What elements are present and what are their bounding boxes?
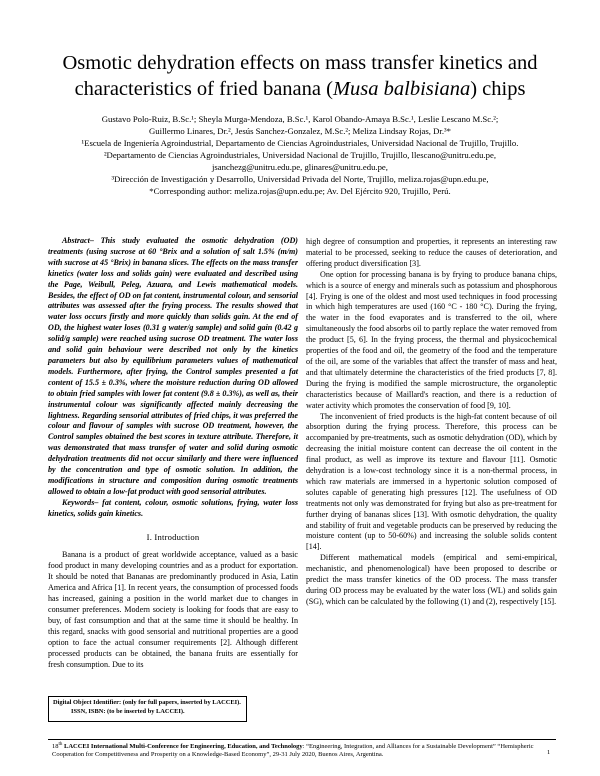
authors-line-2: Guillermo Linares, Dr.², Jesús Sanchez-Gonzalez, M.Sc.²; Meliza Lindsay Rojas, Dr.³* xyxy=(149,126,451,136)
keywords xyxy=(48,498,298,520)
corresponding-author: *Corresponding author: meliza.rojas@upn.edu.pe; Av. Del Ejército 920, Trujillo, Perú. xyxy=(149,186,451,196)
paper-title xyxy=(30,50,570,102)
right-paragraph-1: One option for processing banana is by frying to produce banana chips, which is a source of energy and minerals such as potassium and phosphorous [4]. Frying is one of the oldest and most used techniques in food processing in which high temperatures are used (160 °C - 180 °C). During the frying, the water in the food evaporates and is transferred to the oil, where simultaneously the food absorbs oil to partly replace the water removed from the product [5, 6]. In the frying process, the thermal and physicochemical properties of the food and oil, the geometry of the food and the temperature of the oil, are some of the variables that affect the transfer of mass and heat, and that ultimately determine the characteristics of the fried products [7, 8]. During the frying is modified the sample microstructure, the organoleptic characteristics because of Maillard's reaction, and there is a reduction of water activity which promotes the conservation of food [9, 10]. xyxy=(306,269,557,410)
right-column xyxy=(306,237,557,608)
conference-footer xyxy=(52,741,552,760)
right-paragraph-0: high degree of consumption and properties, it represents an interesting raw material to be processed, seeking to reduce the causes of deterioration, and offering product diversification [3]. xyxy=(306,237,557,268)
footer-conference-name: LACCEI International Multi-Conference for Engineering, Education, and Technology xyxy=(62,743,303,751)
affiliation-2b: jsanchezg@unitru.edu.pe, glinares@unitru.edu.pe, xyxy=(212,162,388,172)
title-species: Musa balbisiana xyxy=(332,78,471,100)
doi-box xyxy=(48,696,247,722)
title-line-2-pre: characteristics of fried banana ( xyxy=(74,78,333,100)
footer-divider xyxy=(48,739,556,740)
abstract xyxy=(48,236,298,498)
affiliation-3: ³Dirección de Investigación y Desarrollo, Universidad Privada del Norte, Trujillo, meliza.rojas@upn.edu.pe, xyxy=(111,174,489,184)
authors-line-1: Gustavo Polo-Ruiz, B.Sc.¹; Sheyla Murga-Mendoza, B.Sc.¹, Karol Obando-Amaya B.Sc.¹, Leslie Lescano M.Sc.²; xyxy=(101,114,499,124)
right-paragraph-3: Different mathematical models (empirical and semi-empirical, mechanistic, and phenomenological) have been proposed to describe or predict the mass transfer kinetics of the OD process. The mass transfer during OD process may be evaluated by the water loss (WL) and solids gain (SG), which can be calculated by the following (1) and (2), respectively [15]. xyxy=(306,553,557,606)
left-column xyxy=(48,236,298,670)
page-number: 1 xyxy=(547,749,551,756)
issn-line: ISSN, ISBN: (to be inserted by LACCEI). xyxy=(71,707,185,715)
title-line-2-post: ) chips xyxy=(470,78,526,100)
section-heading-introduction: I. Introduction xyxy=(146,531,200,542)
keywords-text: fat content, colour, osmotic solutions, frying, water loss kinetics, solids gain kinetics. xyxy=(48,497,298,518)
abstract-label: Abstract– xyxy=(62,236,94,245)
author-block xyxy=(30,113,570,197)
abstract-text: This study evaluated the osmotic dehydration (OD) treatments (using sucrose at 60 °Brix and a solution of salt 1.5% (m/m) with sucrose at 45 °Brix) in banana slices. The effects on the mass transfer kinetics (water loss and solids gain) were evaluated and described using the Page, Weibull, Peleg, Azuara, and Lewis mathematical models. Besides, the effect of OD on fat content, instrumental colour, and sensorial attributes was assessed after the frying process. The results showed that water loss occurs firstly and more quickly than solids gain. At the end of OD, the highest water loses (0.31 g water/g sample) and solid gain (0.42 g solid/g sample) were reached using sucrose OD treatment. The water loss and solid gain behaviour were described not only by the kinetics parameters but also by equilibrium parameters values of mathematical models. Furthermore, after frying, the Control samples presented a fat content of 15.5 ± 0.3%, where the moisture reduction during OD allowed to obtain fried samples with lower fat content (9.8 ± 0.3%), as well as, their instrumental colour was significantly affected mainly decreasing the lightness. Regarding sensorial attributes of fried chips, it was preferred the colour and flavour of samples with sucrose OD treatment, however, the Control samples obtained the best scores in texture attribute. Therefore, it was demonstrated that mass transfer of water and solid during osmotic dehydration treatments did not occur similarly and there were influenced by the concentration and type of osmotic solution. In addition, the modifications in structure and composition during osmotic treatments allowed to obtain a low-fat product with good sensorial attributes. xyxy=(48,236,298,496)
keywords-label: Keywords– xyxy=(62,497,99,507)
footer-edition: 18 xyxy=(52,743,59,751)
affiliation-2: ²Departamento de Ciencias Agroindustriales, Universidad Nacional de Trujillo, Trujillo, llescano@unitru.edu.pe, xyxy=(103,150,497,160)
affiliation-1: ¹Escuela de Ingeniería Agroindustrial, Departamento de Ciencias Agroindustriales, Universidad Nacional de Trujillo, Trujillo. xyxy=(81,138,519,148)
title-line-1: Osmotic dehydration effects on mass transfer kinetics and xyxy=(62,52,538,74)
footer-edition-suffix: th xyxy=(58,742,63,747)
doi-line: Digital Object Identifier: (only for full papers, inserted by LACCEI). xyxy=(53,699,241,706)
right-paragraph-2: The inconvenient of fried products is the high-fat content because of oil absorption during the frying process. Therefore, this process can be accompanied by pre-treatments, such as osmotic dehydration (OD), which by decreasing the initial moisture content can decrease the oil content in the final product, as well as improve its texture and flavour [11]. Osmotic dehydration is a low-cost technology since it is a non-thermal process, in which raw materials are immersed in a hypertonic solution composed of solutes capable of generating high pressures [12]. The usefulness of OD treatments not only was demonstrated for frying but also as pre-treatment for further drying of bananas slices [13]. With osmotic dehydration, the quality and stability of fruit and vegetable products can be preserved by reducing the moisture content (up to 50-60%) and increasing the soluble solids content [14]. xyxy=(306,411,557,552)
footer-text: : “Engineering, Integration, and Alliances for a Sustainable Development” “Hemispheric Cooperation for Competitiveness and Prosperity on a Knowledge-Based Economy”, 29-31 July 2020, Buenos Aires, Argentina. xyxy=(52,743,534,759)
intro-paragraph-1: Banana is a product of great worldwide acceptance, valued as a basic food product in many developing countries and as a product for exportation. It should be noted that Bananas are predominantly produced in Asia, Latin America and Africa [1]. In recent years, the consumption of processed foods has increased, gaining a position in the world market due to changes in consumer preferences. Modern society is looking for foods that are easy to buy, of fast consumption and that at the same time it should be healthy. In this regard, snacks with good sensorial and nutritional properties are a good option to face the actual consumer requirements [2]. Although different processed products can be obtained, the banana fruits are essentially for fresh consumption. Due to its xyxy=(48,550,298,669)
